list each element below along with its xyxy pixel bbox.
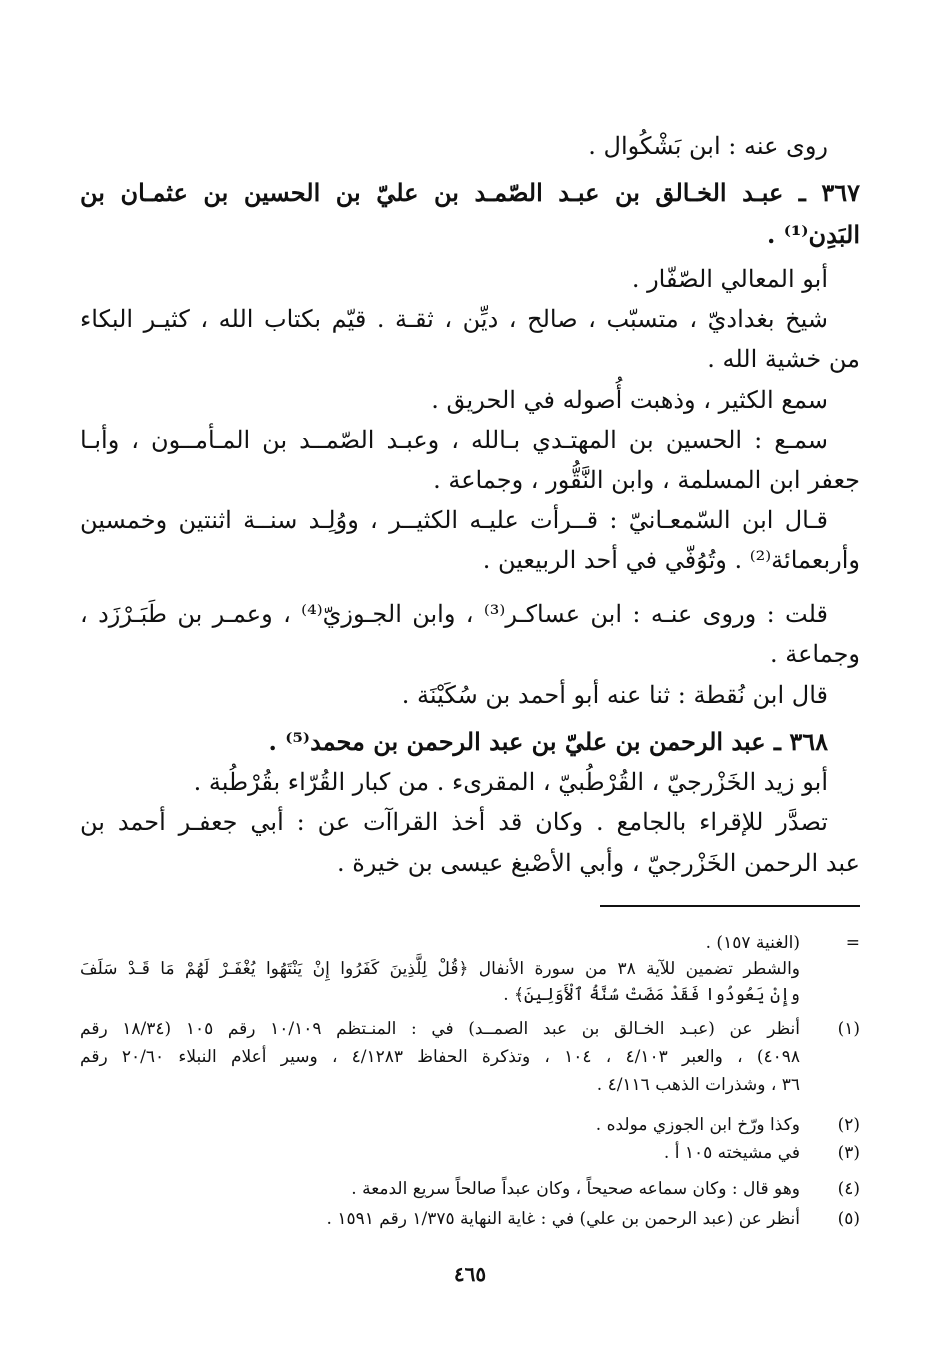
body-line: من خشية الله .	[707, 345, 860, 373]
footnote-line: وإِنْ يَعُودُوا فَقَدْ مَضَتْ سُنَّةُ ٱلْأَوَلِينَ﴾ .	[503, 985, 800, 1005]
body-line: أبو المعالي الصّفّار .	[631, 265, 828, 293]
entry-heading-367-cont: البَدِن⁽¹⁾ .	[767, 220, 860, 249]
body-line: قـال ابن السّمعـانيّ : قــرأت عليـه الكثيــر ، ووُلِـد سنــة اثنتين وخمسين	[80, 506, 828, 534]
footnote-separator	[600, 905, 860, 907]
body-line: وأربعمائة⁽²⁾ . وتُوُفّي في أحد الربيعين .	[482, 546, 860, 574]
footnote-line: (الغنية ١٥٧) .	[705, 933, 800, 953]
footnote-line: ٤٠٩٨) ، والعبر ٤/١٠٣ ، ١٠٤ ، وتذكرة الحفاظ ٤/١٢٨٣ ، وسير أعلام النبلاء ٢٠/٦٠ رقم	[80, 1047, 800, 1067]
page-number: ٤٦٥	[453, 1262, 487, 1286]
footnote-line: والشطر تضمين للآية ٣٨ من سورة الأنفال ﴿قُلْ لِلَّذِينَ كَفَرُوا إِنْ يَنْتَهُوا يُغْفَـرْ لَهُمْ مَا قَـدْ سَلَفَ	[80, 959, 801, 979]
footnote-number: (٥)	[837, 1209, 860, 1229]
footnote-line: وهو قال : وكان سماعه صحيحاً ، وكان عبداً صالحاً سريع الدمعة .	[351, 1179, 800, 1199]
body-line: قال ابن نُقطة : ثنا عنه أبو أحمد بن سُكَيْنَة .	[401, 681, 828, 709]
footnote-number: (١)	[837, 1019, 860, 1039]
footnote-line: أنظر عن (عبد الرحمن بن علي) في : غاية النهاية ١/٣٧٥ رقم ١٥٩١ .	[326, 1209, 800, 1229]
footnote-number: (٤)	[837, 1179, 860, 1199]
footnote-line: وكذا ورّخ ابن الجوزي مولده .	[595, 1115, 800, 1135]
entry-heading-368: ٣٦٨ ـ عبد الرحمن بن عليّ بن عبد الرحمن بن محمد⁽⁵⁾ .	[268, 727, 828, 756]
body-line: جعفر ابن المسلمة ، وابن النَّقُّور ، وجماعة .	[433, 466, 860, 494]
footnote-line: ٣٦ ، وشذرات الذهب ٤/١١٦ .	[596, 1075, 800, 1095]
body-line: سمـع : الحسين بن المهتـدي بـالله ، وعبـد الصّمــد بن المـأمــون ، وأبـا	[80, 426, 828, 454]
body-line: عبد الرحمن الخَزْرجيّ ، وأبي الأصْبغ عيسى بن خيرة .	[336, 849, 860, 877]
footnote-line: أنظر عن (عبـد الخـالق بن عبد الصمــد) في : المنـتظم ١٠/١٠٩ رقم ١٠٥ (١٨/٣٤ رقم	[80, 1019, 800, 1039]
body-line: شيخ بغداديّ ، متسبّب ، صالح ، ديِّن ، ثقـة . قيّم بكتاب الله ، كثيـر البكاء	[80, 305, 828, 333]
entry-heading-367: ٣٦٧ ـ عبـد الخـالق بن عبـد الصّمـد بن عليّ بن الحسين بن عثمـان بن	[80, 178, 860, 207]
body-line: روى عنه : ابن بَشْكُوال .	[588, 132, 828, 160]
body-line: سمع الكثير ، وذهبت أُصوله في الحريق .	[431, 386, 828, 414]
footnote-line: في مشيخته ١٠٥ أ .	[663, 1143, 800, 1163]
body-line: قلت : وروى عنـه : ابن عساكـر⁽³⁾ ، وابن الجـوزيّ⁽⁴⁾ ، وعمـر بن طَبَـرْزَد ،	[80, 600, 828, 628]
footnote-number: (٣)	[837, 1143, 860, 1163]
body-line: وجماعة .	[769, 640, 860, 668]
footnote-continuation-mark: =	[845, 933, 860, 953]
body-line: أبو زيد الخَزْرجيّ ، القُرْطُبيّ ، المقرىء . من كبار القُرّاء بقُرْطُبة .	[193, 768, 828, 796]
footnote-number: (٢)	[837, 1115, 860, 1135]
body-line: تصدَّر للإقراء بالجامع . وكان قد أخذ القراآت عن : أبي جعفـر أحمد بن	[80, 808, 828, 836]
